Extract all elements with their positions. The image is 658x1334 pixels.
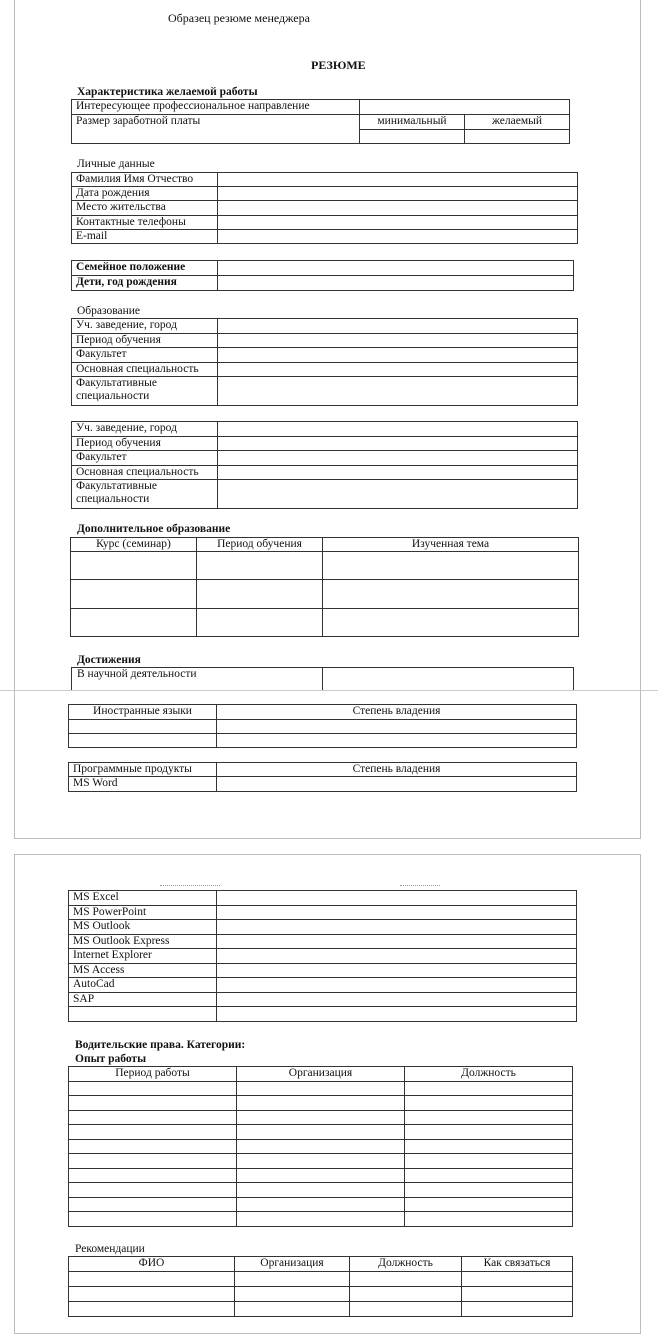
edu-field-value[interactable] [218, 348, 578, 363]
table-cell[interactable] [69, 1287, 235, 1302]
table-cell[interactable] [69, 720, 217, 734]
edu-field-value[interactable] [218, 480, 578, 509]
personal-field-label: Контактные телефоны [72, 216, 218, 230]
table-cell[interactable] [405, 1125, 573, 1140]
table-cell[interactable] [71, 552, 197, 580]
table-cell[interactable] [235, 1272, 350, 1287]
table-cell[interactable] [405, 1198, 573, 1212]
job-table [71, 99, 570, 144]
personal-field-label: E-mail [72, 230, 218, 244]
software-item: MS Outlook Express [69, 935, 217, 949]
table-cell[interactable] [217, 777, 577, 792]
software-col-product: Программные продукты [69, 763, 217, 777]
table-cell[interactable] [69, 1140, 237, 1154]
edu-field-value[interactable] [218, 377, 578, 406]
software-item: MS PowerPoint [69, 906, 217, 920]
languages-table [68, 704, 577, 748]
salary-min-label: минимальный [360, 115, 465, 130]
table-cell[interactable] [217, 920, 577, 935]
table-cell[interactable] [237, 1096, 405, 1111]
page-2-header-cut [160, 885, 220, 889]
languages-col-language: Иностранные языки [69, 705, 217, 720]
table-cell[interactable] [197, 552, 323, 580]
personal-field-value[interactable] [218, 173, 578, 187]
table-cell[interactable] [69, 1125, 237, 1140]
salary-min-value[interactable] [360, 130, 465, 144]
software-table-1 [68, 762, 577, 792]
table-cell[interactable] [217, 1007, 577, 1022]
personal-field-label: Дата рождения [72, 187, 218, 201]
education-table-1 [71, 318, 578, 406]
software-item: Internet Explorer [69, 949, 217, 964]
edu-field-label: Основная специальность [72, 466, 218, 480]
table-cell[interactable] [350, 1287, 462, 1302]
references-table [68, 1256, 573, 1317]
table-cell[interactable] [405, 1140, 573, 1154]
software-col-level: Степень владения [217, 763, 577, 777]
marital-label: Семейное положение [72, 261, 218, 276]
edu-optional-label: Факультативные специальности [72, 377, 218, 406]
personal-field-value[interactable] [218, 187, 578, 201]
achievements-heading: Достижения [77, 654, 141, 666]
references-col-contact: Как связаться [462, 1257, 573, 1272]
software-table-2 [68, 890, 577, 1022]
experience-heading: Опыт работы [75, 1053, 147, 1065]
resume-title: РЕЗЮМЕ [311, 58, 366, 72]
personal-field-label: Место жительства [72, 201, 218, 216]
edu-field-label: Период обучения [72, 334, 218, 348]
software-item: MS Access [69, 964, 217, 978]
table-cell[interactable] [235, 1287, 350, 1302]
software-item: AutoCad [69, 978, 217, 993]
sample-title: Образец резюме менеджера [168, 11, 310, 25]
table-cell[interactable] [405, 1183, 573, 1198]
edu-field-label: Факультет [72, 451, 218, 466]
direction-label: Интересующее профессиональное направление [72, 100, 360, 115]
table-cell[interactable] [462, 1287, 573, 1302]
table-cell[interactable] [217, 978, 577, 993]
personal-field-label: Фамилия Имя Отчество [72, 173, 218, 187]
table-cell[interactable] [237, 1082, 405, 1096]
table-cell[interactable] [217, 734, 577, 748]
edu-field-value[interactable] [218, 437, 578, 451]
direction-value[interactable] [360, 100, 570, 115]
edu-field-value[interactable] [218, 319, 578, 334]
edu-field-value[interactable] [218, 422, 578, 437]
salary-desired-value[interactable] [465, 130, 570, 144]
personal-table [71, 172, 578, 244]
experience-table [68, 1066, 573, 1227]
table-cell[interactable] [217, 993, 577, 1007]
table-cell[interactable] [197, 580, 323, 609]
personal-field-value[interactable] [218, 216, 578, 230]
table-cell[interactable] [405, 1212, 573, 1227]
table-cell[interactable] [405, 1096, 573, 1111]
edu-field-label: Уч. заведение, город [72, 319, 218, 334]
edu-field-label: Период обучения [72, 437, 218, 451]
edu-field-value[interactable] [218, 334, 578, 348]
table-cell[interactable] [237, 1154, 405, 1169]
education-heading: Образование [77, 305, 141, 317]
table-cell[interactable] [69, 1272, 235, 1287]
references-col-org: Организация [235, 1257, 350, 1272]
table-cell[interactable] [217, 964, 577, 978]
salary-label: Размер заработной платы [72, 115, 360, 144]
children-value[interactable] [218, 276, 574, 291]
software-item: MS Word [69, 777, 217, 792]
languages-col-level: Степень владения [217, 705, 577, 720]
table-cell[interactable] [69, 1183, 237, 1198]
references-col-name: ФИО [69, 1257, 235, 1272]
table-cell[interactable] [69, 1111, 237, 1125]
table-cell[interactable] [69, 1212, 237, 1227]
table-cell[interactable] [71, 609, 197, 637]
table-cell[interactable] [405, 1169, 573, 1183]
experience-col-org: Организация [237, 1067, 405, 1082]
software-item: MS Excel [69, 891, 217, 906]
table-cell[interactable] [69, 1007, 217, 1022]
table-cell[interactable] [217, 935, 577, 949]
table-cell[interactable] [237, 1125, 405, 1140]
table-cell[interactable] [237, 1212, 405, 1227]
edu-field-label: Факультет [72, 348, 218, 363]
table-cell[interactable] [462, 1302, 573, 1317]
table-cell[interactable] [405, 1154, 573, 1169]
table-cell[interactable] [69, 1082, 237, 1096]
page-2-header-cut [400, 885, 440, 889]
table-cell[interactable] [323, 609, 579, 637]
edu-field-label: Уч. заведение, город [72, 422, 218, 437]
page-break-line [0, 690, 658, 691]
table-cell[interactable] [462, 1272, 573, 1287]
additional-col-topic: Изученная тема [323, 538, 579, 552]
edu-optional-label: Факультативные специальности [72, 480, 218, 509]
additional-col-period: Период обучения [197, 538, 323, 552]
driving-heading: Водительские права. Категории: [75, 1039, 246, 1051]
table-cell[interactable] [237, 1140, 405, 1154]
table-cell[interactable] [237, 1111, 405, 1125]
personal-field-value[interactable] [218, 201, 578, 216]
table-cell[interactable] [69, 734, 217, 748]
table-cell[interactable] [235, 1302, 350, 1317]
table-cell[interactable] [69, 1169, 237, 1183]
software-item: MS Outlook [69, 920, 217, 935]
table-cell[interactable] [69, 1302, 235, 1317]
personal-field-value[interactable] [218, 230, 578, 244]
additional-table [70, 537, 579, 637]
achievements-divider [322, 668, 323, 692]
table-cell[interactable] [69, 1154, 237, 1169]
references-heading: Рекомендации [75, 1243, 145, 1255]
achievements-science-label: В научной деятельности [77, 668, 197, 680]
table-cell[interactable] [217, 891, 577, 906]
table-cell[interactable] [217, 720, 577, 734]
salary-desired-label: желаемый [465, 115, 570, 130]
edu-field-value[interactable] [218, 466, 578, 480]
edu-field-label: Основная специальность [72, 363, 218, 377]
table-cell[interactable] [71, 580, 197, 609]
family-table [71, 260, 574, 291]
table-cell[interactable] [323, 552, 579, 580]
experience-col-position: Должность [405, 1067, 573, 1082]
table-cell[interactable] [350, 1272, 462, 1287]
table-cell[interactable] [237, 1198, 405, 1212]
software-item: SAP [69, 993, 217, 1007]
references-col-position: Должность [350, 1257, 462, 1272]
personal-heading: Личные данные [77, 158, 155, 170]
additional-heading: Дополнительное образование [77, 523, 231, 535]
experience-col-period: Период работы [69, 1067, 237, 1082]
children-label: Дети, год рождения [72, 276, 218, 291]
additional-col-course: Курс (семинар) [71, 538, 197, 552]
table-cell[interactable] [323, 580, 579, 609]
table-cell[interactable] [405, 1111, 573, 1125]
table-cell[interactable] [69, 1096, 237, 1111]
table-cell[interactable] [237, 1169, 405, 1183]
table-cell[interactable] [237, 1183, 405, 1198]
table-cell[interactable] [405, 1082, 573, 1096]
table-cell[interactable] [350, 1302, 462, 1317]
table-cell[interactable] [197, 609, 323, 637]
table-cell[interactable] [69, 1198, 237, 1212]
edu-field-value[interactable] [218, 451, 578, 466]
marital-value[interactable] [218, 261, 574, 276]
education-table-2 [71, 421, 578, 509]
table-cell[interactable] [217, 906, 577, 920]
achievements-row [71, 667, 574, 691]
table-cell[interactable] [217, 949, 577, 964]
job-heading: Характеристика желаемой работы [77, 86, 258, 98]
edu-field-value[interactable] [218, 363, 578, 377]
